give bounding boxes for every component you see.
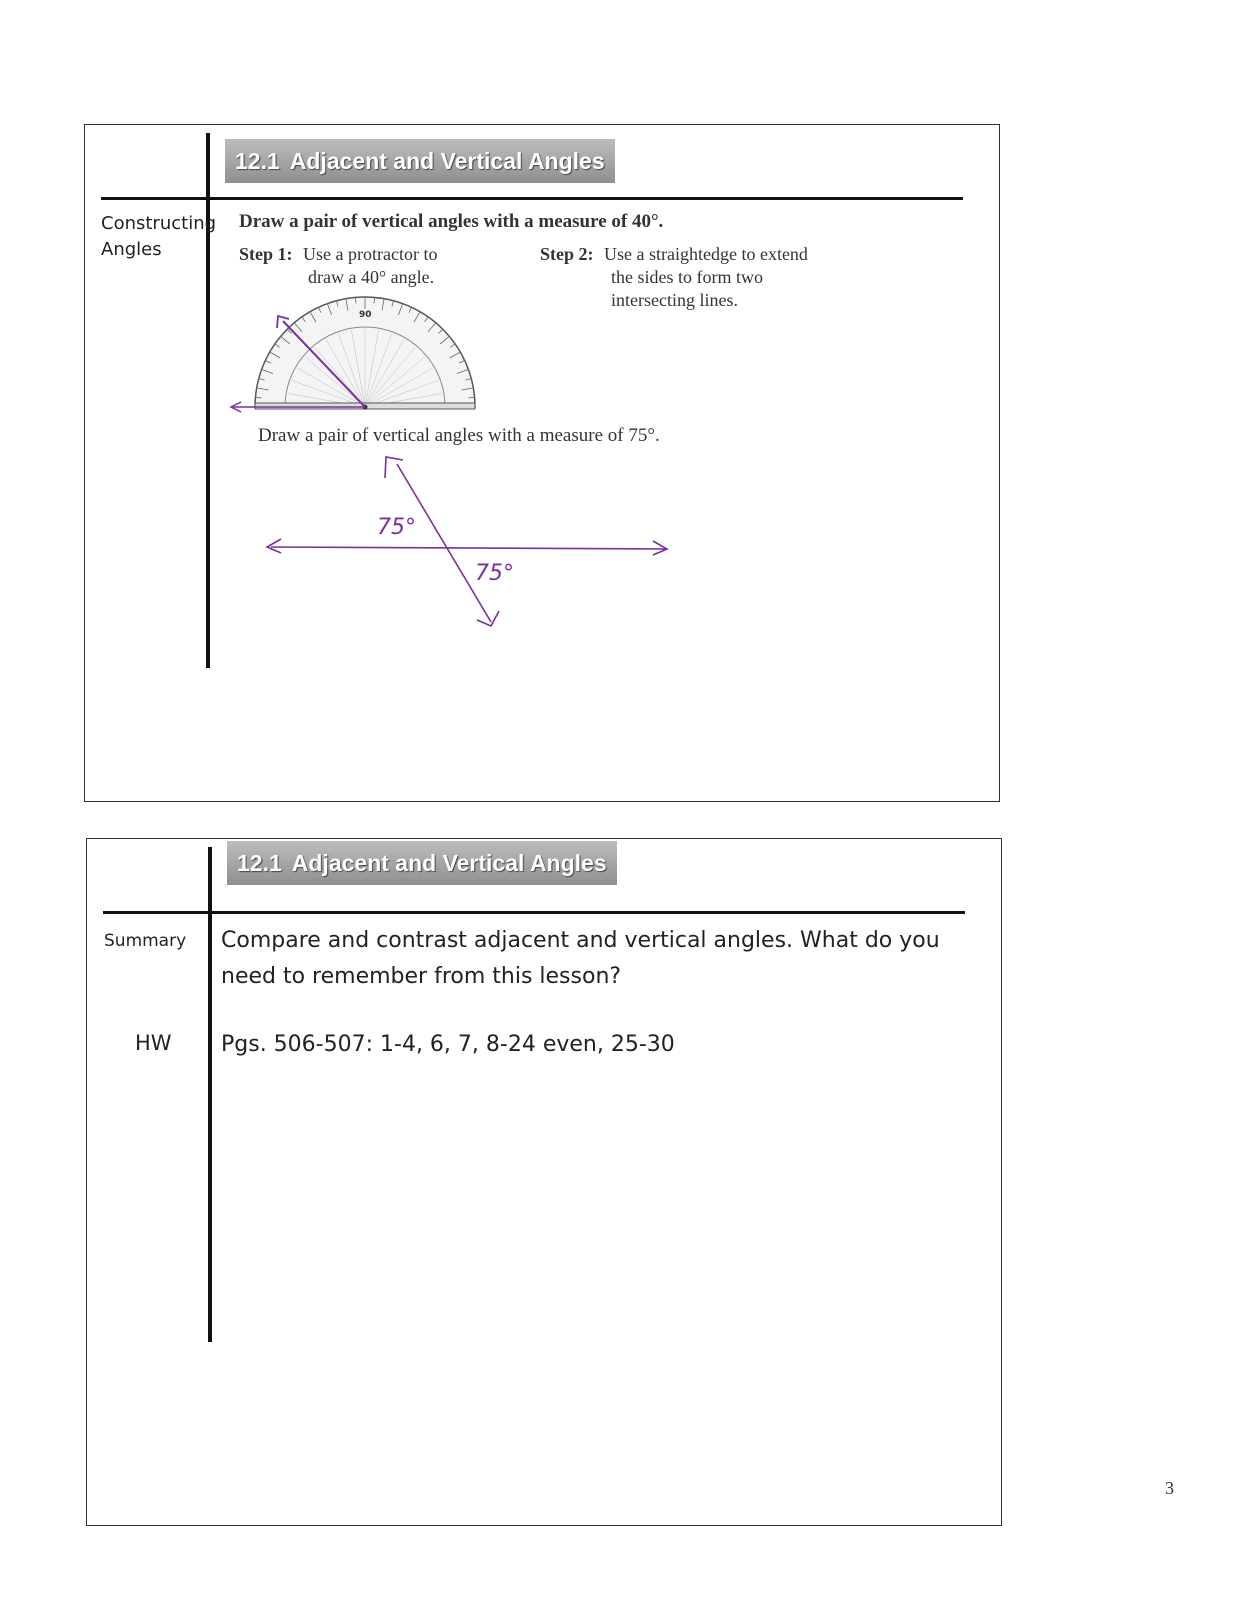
step1-label: Step 1: — [239, 244, 293, 264]
angle-label-upper: 75° — [377, 515, 416, 540]
step2-block — [540, 243, 808, 312]
protractor-illustration — [225, 295, 505, 425]
arrowhead-icon — [267, 539, 281, 553]
page-number: 3 — [1165, 1478, 1174, 1498]
header-divider — [103, 911, 965, 914]
lesson-title: Adjacent and Vertical Angles — [289, 148, 605, 174]
lesson-banner — [225, 139, 615, 183]
summary-text-line2: need to remember from this lesson? — [221, 964, 622, 989]
step1-block — [239, 243, 437, 289]
protractor-center-label: 90 — [359, 310, 372, 320]
column-divider — [208, 847, 212, 1342]
protractor — [255, 297, 475, 410]
summary-label: Summary — [104, 931, 187, 951]
step2-label: Step 2: — [540, 244, 594, 264]
hw-label: HW — [135, 1031, 172, 1055]
step2-text-line1: Use a straightedge to extend — [604, 244, 808, 264]
side-label-constructing: Constructing — [101, 213, 217, 234]
hw-text: Pgs. 506-507: 1-4, 6, 7, 8-24 even, 25-30 — [221, 1032, 675, 1057]
notes-slide-summary — [86, 838, 1002, 1526]
notes-slide-constructing-angles — [84, 124, 1000, 802]
header-divider — [101, 197, 963, 200]
lesson-number: 12.1 — [237, 850, 282, 876]
practice-prompt: Draw a pair of vertical angles with a measure of 75°. — [258, 425, 660, 446]
summary-text — [221, 923, 940, 995]
step1-text-line1: Use a protractor to — [303, 244, 438, 264]
arrowhead-icon — [385, 457, 403, 478]
example-prompt: Draw a pair of vertical angles with a measure of 40°. — [239, 211, 664, 232]
side-label-angles: Angles — [101, 239, 162, 260]
lesson-banner — [227, 841, 617, 885]
angle-label-lower: 75° — [475, 561, 514, 586]
arrowhead-icon — [653, 541, 667, 555]
horizontal-line — [271, 547, 665, 549]
lesson-title: Adjacent and Vertical Angles — [291, 850, 607, 876]
step2-text-line3: intersecting lines. — [611, 290, 738, 310]
step1-text-line2: draw a 40° angle. — [308, 267, 435, 287]
slanted-line — [397, 464, 491, 622]
lesson-number: 12.1 — [235, 148, 280, 174]
vertical-angles-drawing — [255, 450, 695, 640]
summary-text-line1: Compare and contrast adjacent and vertical angles. What do you — [221, 928, 940, 953]
step2-text-line2: the sides to form two — [611, 267, 763, 287]
